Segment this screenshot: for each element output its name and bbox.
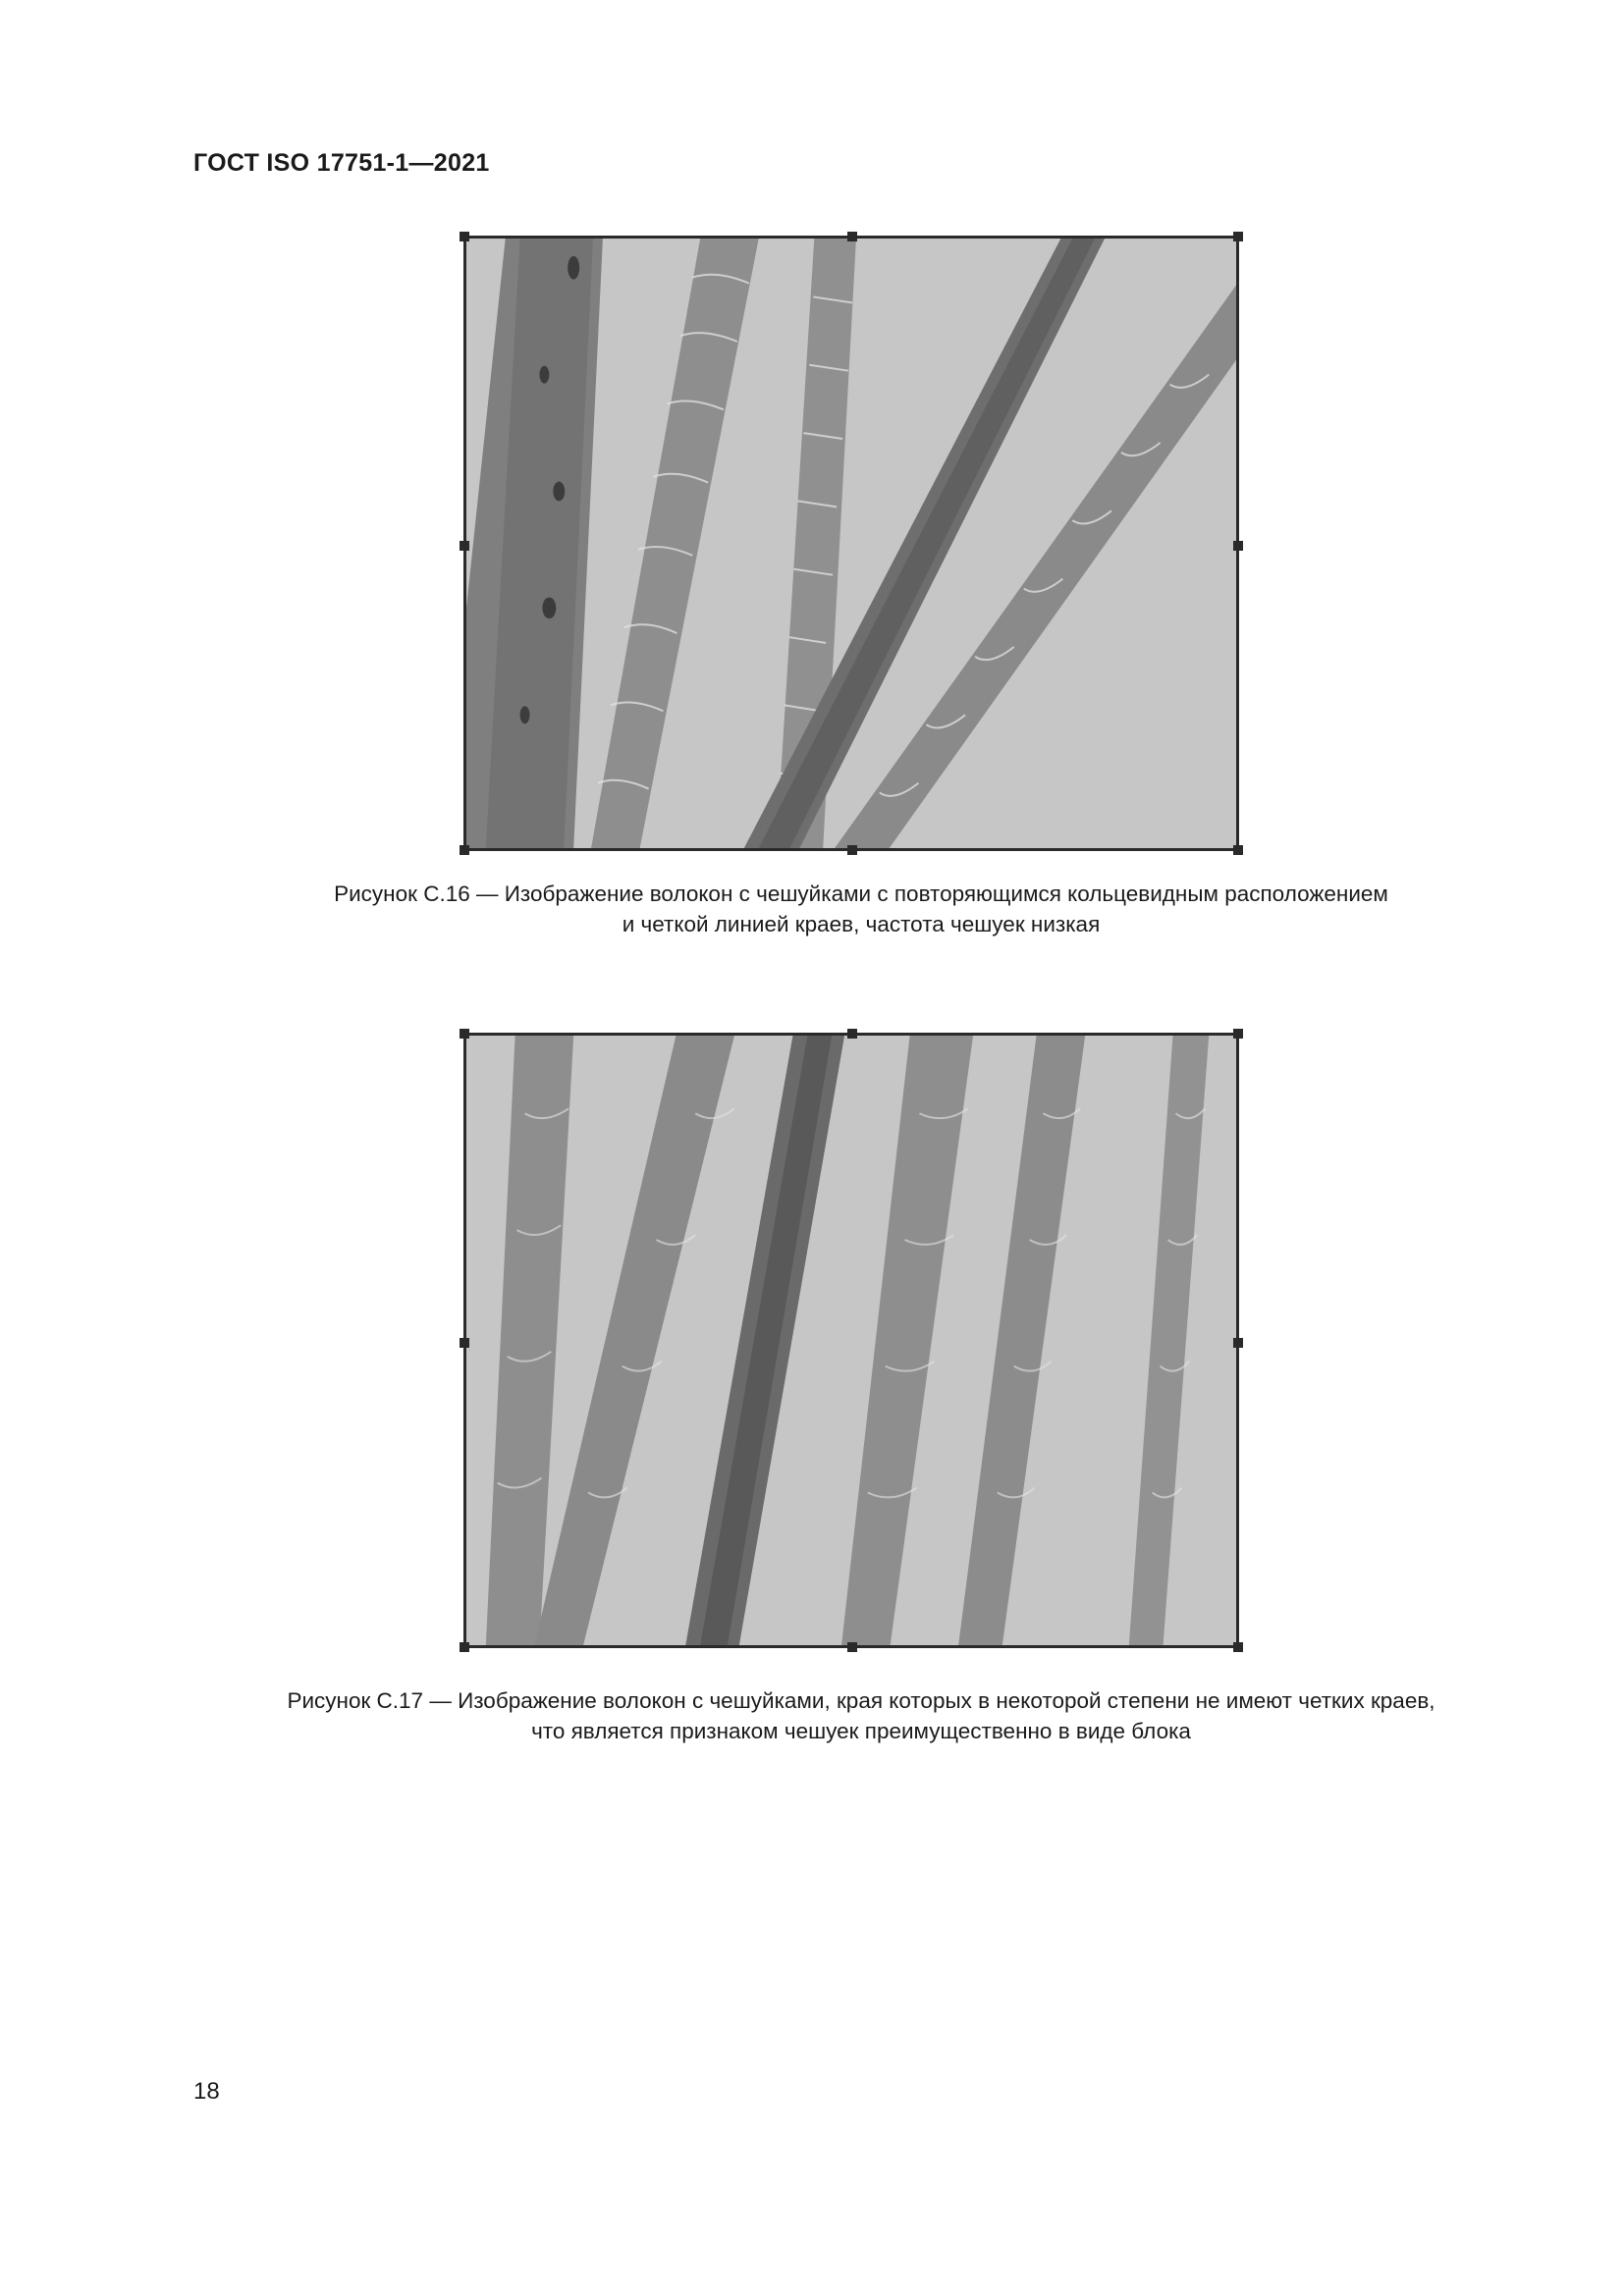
figure-caption-c16 bbox=[147, 879, 1575, 939]
fiber-micrograph-c17 bbox=[463, 1033, 1239, 1648]
document-header: ГОСТ ISO 17751-1—2021 bbox=[193, 149, 490, 177]
figure-caption-c17 bbox=[147, 1685, 1575, 1746]
caption-line: и четкой линией краев, частота чешуек низкая bbox=[622, 912, 1101, 936]
fiber-micrograph-c16-image bbox=[466, 239, 1236, 848]
fiber-micrograph-c17-image bbox=[466, 1036, 1236, 1645]
caption-line: что является признаком чешуек преимущественно в виде блока bbox=[531, 1719, 1191, 1743]
page-number: 18 bbox=[193, 2078, 220, 2105]
caption-line: Рисунок С.16 — Изображение волокон с чешуйками с повторяющимся кольцевидным расположением bbox=[334, 881, 1388, 906]
fiber-micrograph-c16 bbox=[463, 236, 1239, 851]
caption-line: Рисунок С.17 — Изображение волокон с чешуйками, края которых в некоторой степени не имеют четких краев, bbox=[287, 1688, 1435, 1713]
